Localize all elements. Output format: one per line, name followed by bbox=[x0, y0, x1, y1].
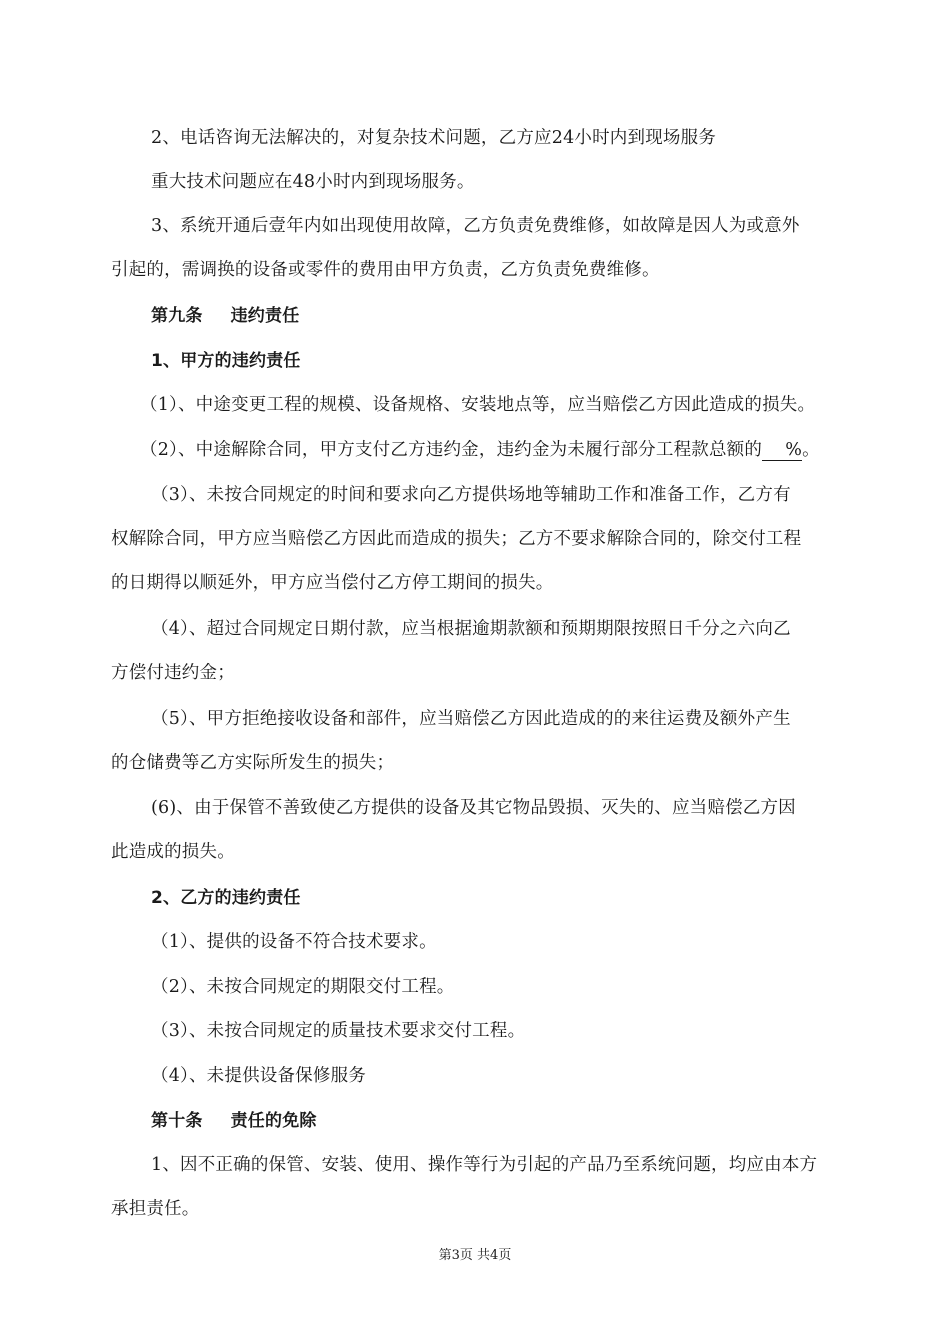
blank-field: % bbox=[762, 440, 802, 461]
paragraph-line: 承担责任。 bbox=[111, 1199, 200, 1219]
clause-2-line bbox=[0, 438, 950, 462]
paragraph-line: 此造成的损失。 bbox=[111, 842, 235, 862]
paragraph-line: （1）、中途变更工程的规模、设备规格、安装地点等，应当赔偿乙方因此造成的损失。 bbox=[140, 395, 816, 415]
paragraph-line: （3）、未按合同规定的质量技术要求交付工程。 bbox=[151, 1021, 526, 1041]
paragraph-line: 的日期得以顺延外，甲方应当偿付乙方停工期间的损失。 bbox=[111, 573, 554, 593]
paragraph-line: 引起的，需调换的设备或零件的费用由甲方负责，乙方负责免费维修。 bbox=[111, 260, 660, 280]
paragraph-line: （1）、提供的设备不符合技术要求。 bbox=[151, 932, 437, 952]
clause-text: （2）、中途解除合同，甲方支付乙方违约金，违约金为未履行部分工程款总额的 bbox=[140, 440, 763, 460]
paragraph-line: （4）、超过合同规定日期付款，应当根据逾期款额和预期期限按照日千分之六向乙 bbox=[151, 619, 791, 639]
paragraph-line: (6)、由于保管不善致使乙方提供的设备及其它物品毁损、灭失的、应当赔偿乙方因 bbox=[151, 798, 796, 818]
paragraph-line: （5）、甲方拒绝接收设备和部件，应当赔偿乙方因此造成的的来往运费及额外产生 bbox=[151, 709, 791, 729]
article-title: 责任的免除 bbox=[230, 1111, 317, 1131]
article-number: 第十条 bbox=[151, 1111, 203, 1131]
article-9-heading bbox=[0, 304, 950, 328]
paragraph-line: （4）、未提供设备保修服务 bbox=[151, 1066, 366, 1086]
article-title: 违约责任 bbox=[230, 306, 300, 326]
page-footer: 第3页 共4页 bbox=[438, 1248, 512, 1263]
section-heading: 1、甲方的违约责任 bbox=[151, 351, 301, 371]
paragraph-line: 重大技术问题应在48小时内到现场服务。 bbox=[151, 172, 475, 192]
paragraph-line: 3、系统开通后壹年内如出现使用故障，乙方负责免费维修，如故障是因人为或意外 bbox=[151, 216, 800, 236]
paragraph-line: （2）、未按合同规定的期限交付工程。 bbox=[151, 977, 455, 997]
clause-end: 。 bbox=[802, 440, 820, 460]
paragraph-line: 2、电话咨询无法解决的，对复杂技术问题，乙方应24小时内到现场服务 bbox=[151, 128, 716, 148]
paragraph-line: 的仓储费等乙方实际所发生的损失； bbox=[111, 753, 395, 773]
article-10-heading bbox=[0, 1109, 950, 1133]
article-number: 第九条 bbox=[151, 306, 203, 326]
section-heading: 2、乙方的违约责任 bbox=[151, 888, 301, 908]
paragraph-line: 方偿付违约金； bbox=[111, 663, 235, 683]
paragraph-line: 1、因不正确的保管、安装、使用、操作等行为引起的产品乃至系统问题，均应由本方 bbox=[151, 1155, 818, 1175]
paragraph-line: （3）、未按合同规定的时间和要求向乙方提供场地等辅助工作和准备工作，乙方有 bbox=[151, 485, 791, 505]
paragraph-line: 权解除合同，甲方应当赔偿乙方因此而造成的损失；乙方不要求解除合同的，除交付工程 bbox=[111, 529, 802, 549]
